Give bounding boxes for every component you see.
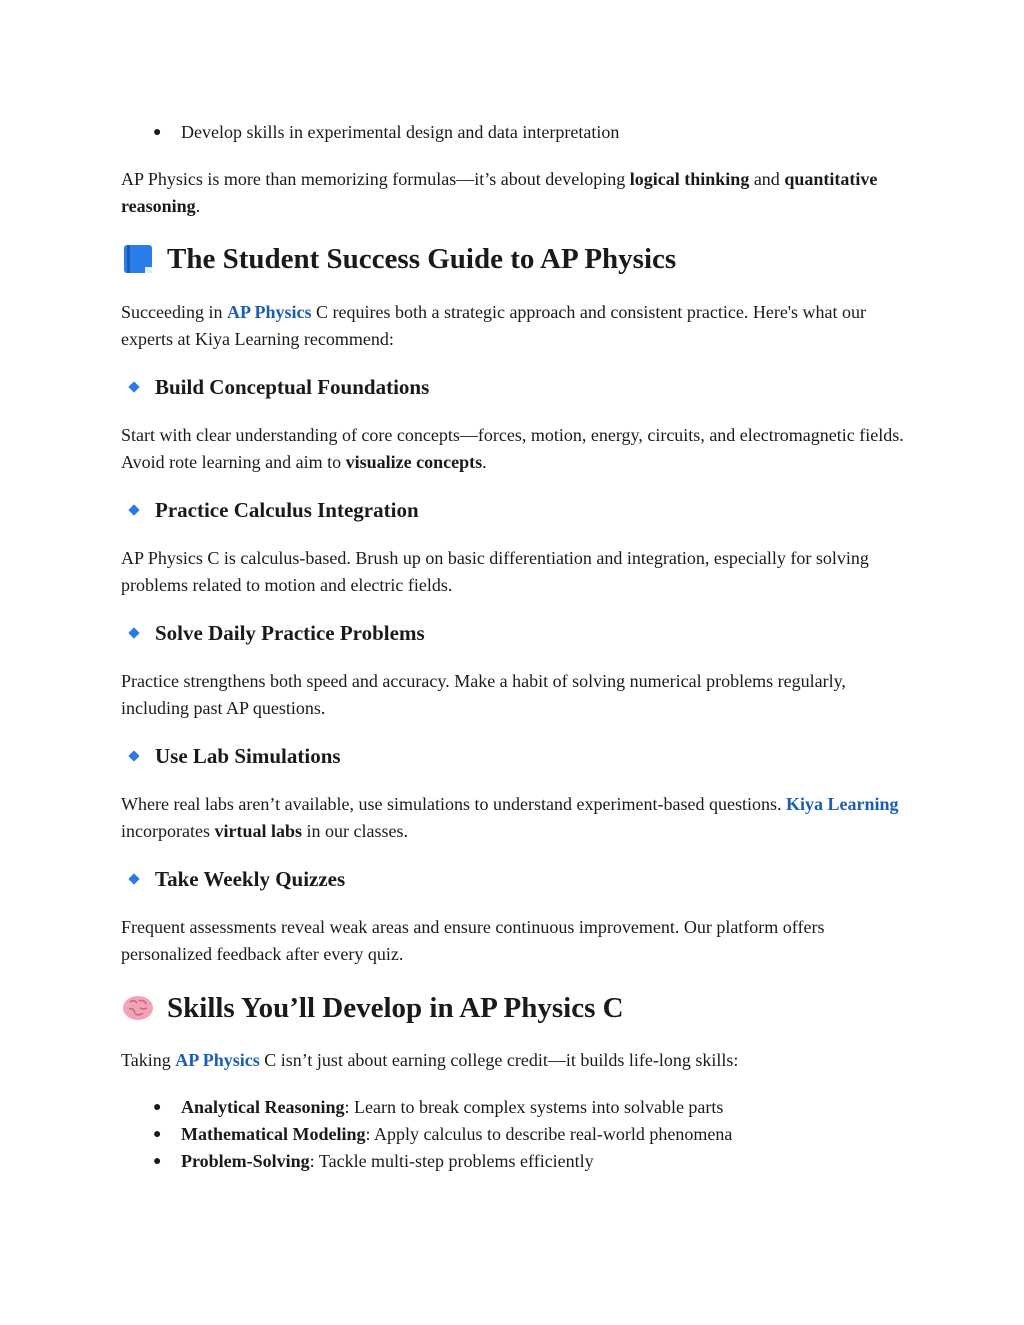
skill-description: : Tackle multi-step problems efficiently: [309, 1151, 594, 1171]
intro-text: AP Physics is more than memorizing formulas—it’s about developing: [121, 169, 630, 189]
kiya-learning-link[interactable]: Kiya Learning: [785, 794, 899, 814]
bullet-icon: ●: [153, 1154, 162, 1169]
blue-book-icon: [121, 243, 155, 275]
skills-lead-text-end: C isn’t just about earning college credit—it builds life-long skills:: [259, 1050, 739, 1070]
skill-name: Problem-Solving: [181, 1151, 310, 1171]
guide-lead-text-end: C requires both a strategic approach and consistent practice. Here's what our experts at Kiya Learning recommend:: [121, 302, 867, 349]
intro-text-end: .: [195, 196, 201, 216]
guide-lead: [121, 299, 911, 353]
list-item: [121, 119, 911, 146]
section-text-end: in our classes.: [301, 821, 408, 841]
section-heading: [121, 619, 911, 647]
intro-bold-logical: logical thinking: [629, 169, 750, 189]
section-bold: virtual labs: [214, 821, 302, 841]
intro-text-mid: and: [749, 169, 785, 189]
diamond-icon: [128, 750, 139, 761]
section-heading: [121, 373, 911, 401]
guide-title: The Student Success Guide to AP Physics: [167, 243, 677, 275]
section-paragraph: AP Physics C is calculus-based. Brush up on basic differentiation and integration, especially for solving problems related to motion and electric fields.: [121, 548, 869, 595]
skills-lead-text: Taking: [121, 1050, 176, 1070]
section-heading-text: Practice Calculus Integration: [155, 498, 419, 522]
list-item: [121, 1148, 911, 1175]
section-heading: [121, 496, 911, 524]
section-text-mid: incorporates: [121, 821, 215, 841]
section-heading: [121, 865, 911, 893]
diamond-icon: [128, 381, 139, 392]
section-heading: [121, 742, 911, 770]
section-paragraph: [121, 791, 911, 845]
guide-lead-text: Succeeding in: [121, 302, 227, 322]
bullet-icon: ●: [153, 1100, 162, 1115]
skills-title: Skills You’ll Develop in AP Physics C: [167, 992, 624, 1024]
skills-heading: [121, 990, 911, 1026]
skill-name: Analytical Reasoning: [181, 1097, 345, 1117]
section-heading-text: Solve Daily Practice Problems: [155, 621, 425, 645]
diamond-icon: [128, 504, 139, 515]
section-text-end: .: [482, 452, 487, 472]
ap-physics-link[interactable]: AP Physics: [175, 1050, 260, 1070]
intro-bold-quantitative: quantitative reasoning: [121, 169, 878, 216]
diamond-icon: [128, 873, 139, 884]
intro-paragraph: [121, 166, 911, 220]
section-paragraph: Frequent assessments reveal weak areas and ensure continuous improvement. Our platform offers personalized feedback after every quiz.: [121, 917, 825, 964]
list-item: [121, 1094, 911, 1121]
skill-description: : Learn to break complex systems into solvable parts: [344, 1097, 724, 1117]
section-text: Start with clear understanding of core concepts—forces, motion, energy, circuits, and electromagnetic fields. Avoid rote learning and aim to: [121, 425, 904, 472]
skills-lead: [121, 1047, 911, 1074]
diamond-icon: [128, 627, 139, 638]
ap-physics-link[interactable]: AP Physics: [226, 302, 312, 322]
guide-heading: [121, 241, 911, 277]
section-text: Where real labs aren’t available, use simulations to understand experiment-based questions.: [121, 794, 786, 814]
section-bold: visualize concepts: [345, 452, 483, 472]
skill-description: : Apply calculus to describe real-world phenomena: [365, 1124, 733, 1144]
section-paragraph: [121, 422, 911, 476]
list-item: [121, 1121, 911, 1148]
skills-list: [121, 1094, 911, 1175]
top-bullet-list: [121, 119, 911, 146]
section-paragraph: Practice strengthens both speed and accuracy. Make a habit of solving numerical problems regularly, including past AP questions.: [121, 671, 846, 718]
bullet-icon: ●: [153, 125, 162, 140]
section-heading-text: Use Lab Simulations: [155, 744, 341, 768]
skill-name: Mathematical Modeling: [181, 1124, 366, 1144]
brain-icon: [121, 992, 155, 1024]
bullet-icon: ●: [153, 1127, 162, 1142]
section-heading-text: Take Weekly Quizzes: [155, 867, 346, 891]
list-item-text: Develop skills in experimental design and data interpretation: [181, 122, 620, 142]
section-heading-text: Build Conceptual Foundations: [155, 375, 430, 399]
